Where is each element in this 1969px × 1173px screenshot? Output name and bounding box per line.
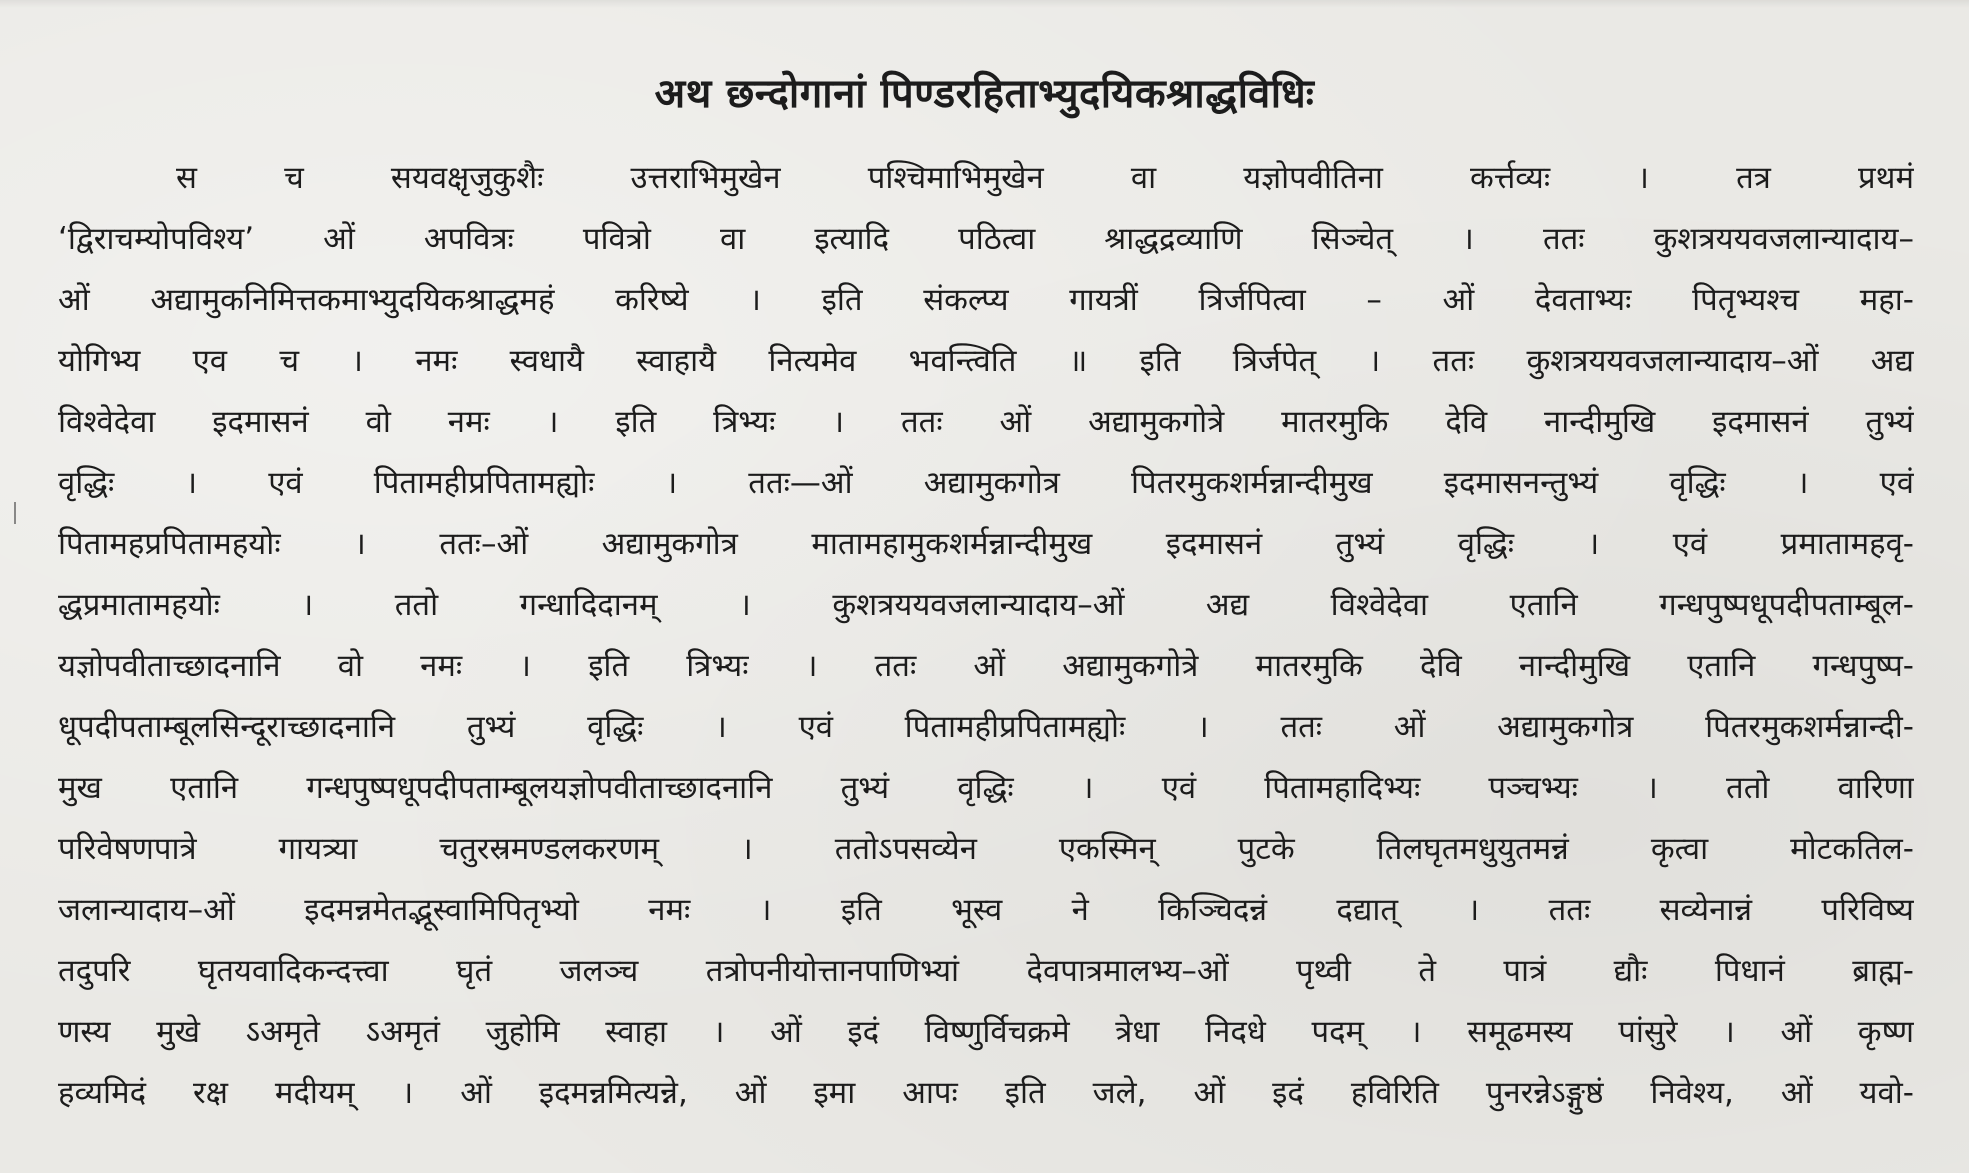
text-line-2: ‘द्विराचम्योपविश्य’ ओं अपवित्रः पवित्रो वा इत्यादि पठित्वा श्राद्धद्रव्याणि सिञ्चेत् । ततः कुशत्रययवजलान्यादाय– — [58, 221, 1914, 257]
text-line-1: स च सयवक्षृजुकुशैः उत्तराभिमुखेन पश्चिमाभिमुखेन वा यज्ञोपवीतिना कर्त्तव्यः । तत्र प्रथमं — [176, 160, 1914, 196]
page-title: अथ छन्दोगानां पिण्डरहिताभ्युदयिकश्राद्धविधिः — [654, 71, 1315, 117]
text-line-5: विश्वेदेवा इदमासनं वो नमः । इति त्रिभ्यः । ततः ओं अद्यामुकगोत्रे मातरमुकि देवि नान्दीमुखि इदमासनं तुभ्यं — [58, 404, 1914, 440]
body-paragraph — [58, 148, 1914, 1124]
text-line-3: ओं अद्यामुकनिमित्तकमाभ्युदयिकश्राद्धमहं करिष्ये । इति संकल्प्य गायत्रीं त्रिर्जपित्वा – ओं देवताभ्यः पितृभ्यश्च महा- — [58, 282, 1914, 318]
text-line-13: जलान्यादाय–ओं इदमन्नमेतद्भूस्वामिपितृभ्यो नमः । इति भूस्व ने किञ्चिदन्नं दद्यात् । ततः सव्येनान्नं परिविष्य — [58, 892, 1914, 928]
text-line-10: धूपदीपताम्बूलसिन्दूराच्छादनानि तुभ्यं वृद्धिः । एवं पितामहीप्रपितामह्योः । ततः ओं अद्यामुकगोत्र पितरमुकशर्मन्नान्दी- — [58, 709, 1914, 745]
text-line-11: मुख एतानि गन्धपुष्पधूपदीपताम्बूलयज्ञोपवीताच्छादनानि तुभ्यं वृद्धिः । एवं पितामहादिभ्यः पञ्चभ्यः । ततो वारिणा — [58, 770, 1914, 806]
text-line-6: वृद्धिः । एवं पितामहीप्रपितामह्योः । ततः—ओं अद्यामुकगोत्र पितरमुकशर्मन्नान्दीमुख इदमासनन्तुभ्यं वृद्धिः । एवं — [58, 465, 1914, 501]
text-line-9: यज्ञोपवीताच्छादनानि वो नमः । इति त्रिभ्यः । ततः ओं अद्यामुकगोत्रे मातरमुकि देवि नान्दीमुखि एतानि गन्धपुष्प- — [58, 648, 1914, 684]
text-line-15: णस्य मुखे ऽअमृते ऽअमृतं जुहोमि स्वाहा । ओं इदं विष्णुर्विचक्रमे त्रेधा निदधे पदम् । समूढमस्य पांसुरे । ओं कृष्ण — [58, 1014, 1914, 1050]
margin-mark — [14, 502, 16, 524]
text-line-14: तदुपरि घृतयवादिकन्दत्त्वा घृतं जलञ्च तत्रोपनीयोत्तानपाणिभ्यां देवपात्रमालभ्य–ओं पृथ्वी ते पात्रं द्यौः पिधानं ब्राह्म- — [58, 953, 1914, 989]
scan-edge-shadow — [0, 0, 1969, 8]
text-line-7: पितामहप्रपितामहयोः । ततः–ओं अद्यामुकगोत्र मातामहामुकशर्मन्नान्दीमुख इदमासनं तुभ्यं वृद्धिः । एवं प्रमातामहवृ- — [58, 526, 1914, 562]
text-line-4: योगिभ्य एव च । नमः स्वधायै स्वाहायै नित्यमेव भवन्त्विति ॥ इति त्रिर्जपेत् । ततः कुशत्रययवजलान्यादाय–ओं अद्य — [58, 343, 1914, 379]
text-line-8: द्धप्रमातामहयोः । ततो गन्धादिदानम् । कुशत्रययवजलान्यादाय–ओं अद्य विश्वेदेवा एतानि गन्धपुष्पधूपदीपताम्बूल- — [58, 587, 1914, 623]
text-line-12: परिवेषणपात्रे गायत्र्या चतुरस्रमण्डलकरणम् । ततोऽपसव्येन एकस्मिन् पुटके तिलघृतमधुयुतमन्नं कृत्वा मोटकतिल- — [58, 831, 1914, 867]
text-line-16: हव्यमिदं रक्ष मदीयम् । ओं इदमन्नमित्यन्ने, ओं इमा आपः इति जले, ओं इदं हविरिति पुनरन्नेऽङ्गुष्ठं निवेश्य, ओं यवो- — [58, 1075, 1914, 1111]
